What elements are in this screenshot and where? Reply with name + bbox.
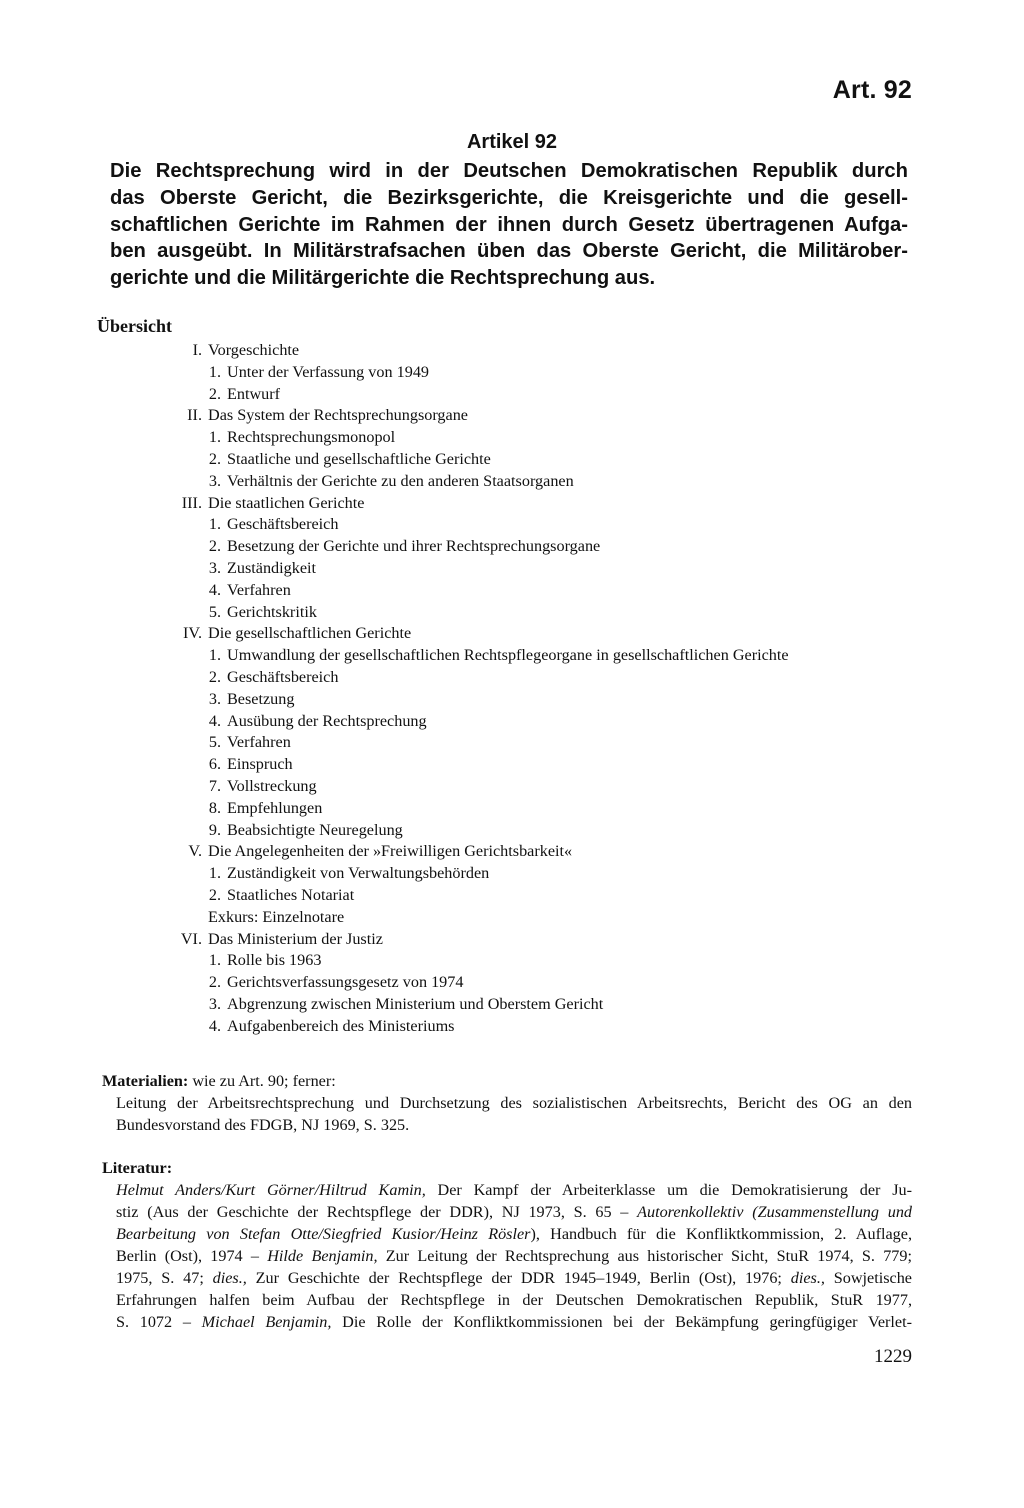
toc-item [0,711,1024,733]
toc-section-number: V. [188,842,202,861]
toc-item-label: Verfahren [227,580,291,599]
toc-item [0,558,1024,580]
literature-segment: Berlin (Ost), 1974 – [116,1247,268,1265]
toc-item-label: Verfahren [227,733,291,752]
toc-item-label: Besetzung [227,689,295,708]
toc-section [0,493,1024,515]
literature-line [102,1223,912,1245]
toc-item-number: 5. [208,733,221,752]
literature-segment: Zur Geschichte der Rechtspflege der DDR 1945–1949, Berlin (Ost), 1976; [246,1269,791,1287]
literature-segment: Sowjetische [824,1269,912,1287]
literature-segment: Erfahrungen halfen beim Aufbau der Rechtspflege in der Deutschen Demokratischen Republik, StuR 1977, [116,1291,912,1309]
toc-item-number: 7. [208,776,221,795]
literature-author: Bearbeitung von Stefan Otte/Siegfried Kusior/Heinz Rösler [116,1225,531,1243]
toc-item [0,536,1024,558]
toc-item-label: Verhältnis der Gerichte zu den anderen Staatsorganen [227,471,574,490]
literature-line [102,1267,912,1289]
toc-item [0,1016,1024,1038]
literature-line [102,1311,912,1333]
literature-segment: Zur Leitung der Rechtsprechung aus historischer Sicht, StuR 1974, S. 779; [377,1247,912,1265]
toc-item [0,972,1024,994]
toc-item [0,384,1024,406]
toc-item-label: Geschäftsbereich [227,667,339,686]
toc-item-label: Rechtsprechungsmonopol [227,428,396,447]
materials-label: Materialien: [102,1072,189,1090]
toc-item [0,602,1024,624]
toc-item-number: 4. [208,711,221,730]
toc-section-number: VI. [180,929,202,948]
literature-text [102,1179,912,1333]
toc-item [0,362,1024,384]
toc-item-label: Einspruch [227,755,293,774]
literature-label: Literatur: [102,1159,173,1177]
toc-item-label: Umwandlung der gesellschaftlichen Rechtspflegeorgane in gesellschaftlichen Gerichte [227,646,789,665]
toc-item-number: 1. [208,515,221,534]
materials-section [102,1070,912,1136]
toc-item-label: Aufgabenbereich des Ministeriums [227,1016,455,1035]
literature-author: Autorenkollektiv (Zusammenstellung und [637,1203,913,1221]
toc-item-number: 4. [208,1016,221,1035]
toc-section-label: Vorgeschichte [208,341,300,359]
article-text [110,158,908,292]
literature-line [102,1201,912,1223]
toc-item [0,514,1024,536]
literature-line [102,1289,912,1311]
literature-segment: S. 1072 – [116,1313,202,1331]
article-text-line: das Oberste Gericht, die Bezirksgerichte, die Kreisgerichte und die gesell- [110,186,908,209]
toc-item-label: Besetzung der Gerichte und ihrer Rechtsprechungsorgane [227,537,601,556]
toc-item-label: Zuständigkeit von Verwaltungsbehörden [227,864,490,883]
toc-item-number: 1. [208,362,221,381]
overview-heading: Übersicht [97,316,172,336]
toc-item-number: 1. [208,428,221,447]
toc-section-label: Das System der Rechtsprechungsorgane [208,406,468,425]
toc-item-number: 2. [208,885,221,904]
toc-item-number: 3. [208,689,221,708]
article-text-line: schaftlichen Gerichte im Rahmen der ihnen durch Gesetz übertragenen Aufga- [110,213,908,236]
materials-text: Leitung der Arbeitsrechtsprechung und Durchsetzung des sozialistischen Arbeitsrechts, Bericht des OG an den Bundesvorstand des FDGB, NJ 1969, S. 325. [116,1094,912,1134]
toc-section [0,340,1024,362]
toc-item-label: Abgrenzung zwischen Ministerium und Oberstem Gericht [227,994,604,1013]
toc-section [0,929,1024,951]
toc-item-number: 9. [208,820,221,839]
literature-line [102,1245,912,1267]
materials-intro: wie zu Art. 90; ferner: [188,1072,336,1090]
toc-item-number: 1. [208,951,221,970]
toc-item-label: Entwurf [227,384,281,403]
toc-section-number: IV. [182,624,202,643]
toc-section-label: Das Ministerium der Justiz [208,929,383,948]
toc-item [0,471,1024,493]
running-head: Art. 92 [832,76,912,104]
literature-segment: Der Kampf der Arbeiterklasse um die Demokratisierung der Ju- [425,1181,913,1199]
toc-item-label: Gerichtskritik [227,602,317,621]
toc-item [0,580,1024,602]
toc-section-label: Die staatlichen Gerichte [208,493,365,512]
toc-item-number: 2. [208,537,221,556]
toc-section-number: III. [181,493,202,512]
toc-item-number: 2. [208,973,221,992]
toc-item-number: 1. [208,864,221,883]
toc-section [0,841,1024,863]
toc-item-label: Gerichtsverfassungsgesetz von 1974 [227,973,464,992]
toc-item [0,863,1024,885]
toc-item-label: Staatliches Notariat [227,885,355,904]
toc-item [0,689,1024,711]
toc-item-number: 4. [208,580,221,599]
toc-item-label: Ausübung der Rechtsprechung [227,711,427,730]
toc-item-label: Vollstreckung [227,776,317,795]
toc-item [0,798,1024,820]
toc-item-label: Rolle bis 1963 [227,951,322,970]
toc-item-label: Zuständigkeit [227,558,317,577]
literature-author: Michael Benjamin, [201,1313,332,1331]
literature-line [102,1179,912,1201]
toc-item-label: Empfehlungen [227,798,323,817]
table-of-contents [0,340,1024,1038]
toc-item-label: Beabsichtigte Neuregelung [227,820,403,839]
literature-segment: ), Handbuch für die Konfliktkommission, 2. Auflage, [530,1225,912,1243]
toc-item [0,645,1024,667]
toc-item [0,667,1024,689]
toc-item [0,427,1024,449]
toc-item-number: 6. [208,755,221,774]
toc-item-label: Geschäftsbereich [227,515,339,534]
toc-item [0,776,1024,798]
toc-item-number: 2. [208,449,221,468]
literature-segment: Die Rolle der Konfliktkommissionen bei der Bekämpfung geringfügiger Verlet- [331,1313,912,1331]
toc-item-label: Staatliche und gesellschaftliche Gerichte [227,449,491,468]
toc-item [0,885,1024,907]
toc-item [0,732,1024,754]
toc-item-number: 5. [208,602,221,621]
article-title: Artikel 92 [466,131,558,153]
literature-author: Hilde Benjamin, [267,1247,378,1265]
toc-item-number: 3. [208,994,221,1013]
toc-item [0,820,1024,842]
literature-author: Helmut Anders/Kurt Görner/Hiltrud Kamin, [116,1181,426,1199]
toc-item-number: 2. [208,384,221,403]
toc-excursus-label: Exkurs: Einzelnotare [208,907,345,926]
literature-segment: 1975, S. 47; [116,1269,213,1287]
toc-section-label: Die gesellschaftlichen Gerichte [208,624,412,643]
toc-excursus [0,907,1024,929]
toc-item-number: 3. [208,471,221,490]
article-text-line: Die Rechtsprechung wird in der Deutschen Demokratischen Republik durch [110,160,908,182]
toc-section-number: I. [192,341,202,359]
toc-item-number: 8. [208,798,221,817]
toc-section-label: Die Angelegenheiten der »Freiwilligen Gerichtsbarkeit« [208,842,573,861]
literature-segment: stiz (Aus der Geschichte der Rechtspflege der DDR), NJ 1973, S. 65 – [116,1203,638,1221]
toc-item-number: 1. [208,646,221,665]
article-text-line: ben ausgeübt. In Militärstrafsachen üben das Oberste Gericht, die Militärober- [110,240,908,263]
toc-item-number: 2. [208,667,221,686]
literature-section [102,1157,912,1333]
toc-item-number: 3. [208,558,221,577]
toc-section-number: II. [187,406,202,425]
toc-item [0,754,1024,776]
toc-item-label: Unter der Verfassung von 1949 [227,362,430,381]
article-text-line: gerichte und die Militärgerichte die Rechtsprechung aus. [110,267,656,290]
literature-author: dies., [212,1269,247,1287]
literature-author: dies., [790,1269,825,1287]
toc-item [0,950,1024,972]
toc-item [0,994,1024,1016]
toc-item [0,449,1024,471]
page-number: 1229 [874,1346,912,1367]
toc-section [0,623,1024,645]
toc-section [0,405,1024,427]
